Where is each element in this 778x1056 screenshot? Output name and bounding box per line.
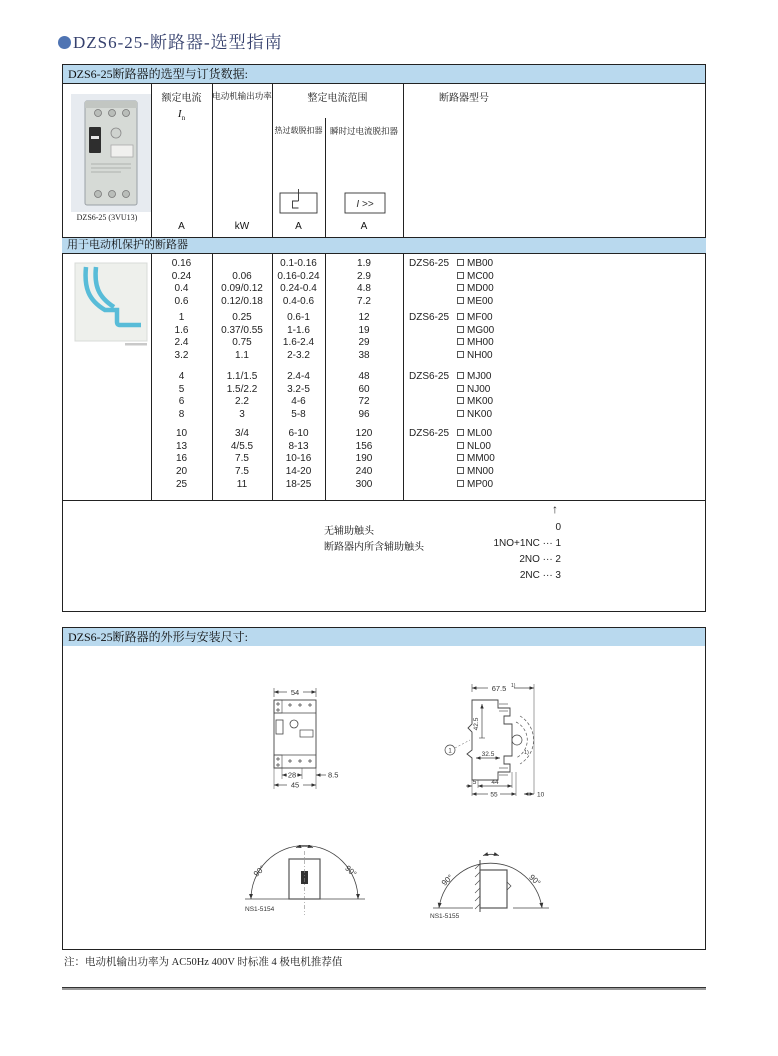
cell-model-number [457, 396, 493, 409]
cell-motor-power: 2.2 [235, 396, 249, 408]
cell-inst-current: 60 [358, 383, 370, 395]
cell-thermal-range: 5-8 [291, 409, 306, 421]
cell-model-number [457, 271, 494, 284]
motor-protection-band-text: 用于电动机保护的断路器 [67, 239, 188, 251]
cell-thermal-range: 2.4-4 [287, 371, 310, 382]
cell-rated-current: 0.16 [171, 258, 192, 269]
model-placeholder-box [457, 351, 464, 358]
cell-inst-current: 1.9 [357, 258, 371, 269]
cell-thermal-range: 8-13 [288, 440, 309, 452]
legend-aux-code-2: 2NO ··· 2 [519, 554, 561, 565]
cell-rated-current: 1.6 [174, 324, 189, 336]
cell-inst-current: 120 [355, 428, 373, 439]
cell-model-number [457, 371, 491, 384]
legend-aux-code-1: 1NO+1NC ··· 1 [493, 538, 561, 549]
dim-front-width-top: 54 [290, 688, 300, 697]
angle-label-right: 90° [343, 863, 359, 879]
inst-symbol-text: I >> [356, 199, 374, 210]
cell-inst-current: 156 [355, 440, 373, 452]
cell-motor-power: 1.1/1.5 [226, 371, 258, 382]
cell-thermal-range: 2-3.2 [287, 350, 310, 362]
legend-aux-label: 断路器内所含辅助触头 [324, 542, 424, 553]
selection-table [62, 64, 706, 612]
cell-rated-current: 16 [175, 453, 188, 465]
unit-rated-current: A [178, 221, 185, 232]
cell-inst-current: 19 [358, 324, 370, 336]
cell-motor-power: 0.37/0.55 [221, 324, 263, 336]
col-header-instantaneous-release: 瞬时过电流脱扣器 [329, 126, 398, 136]
cell-rated-current: 13 [175, 440, 188, 452]
cell-inst-current: 29 [358, 337, 370, 349]
unit-thermal: A [295, 221, 302, 232]
cell-rated-current: 0.24 [171, 270, 192, 282]
model-code: MF00 [467, 312, 493, 323]
cell-inst-current: 48 [358, 371, 370, 382]
col-header-model: 断路器型号 [439, 93, 489, 104]
dimensions-section-box [62, 646, 706, 950]
table-body [63, 254, 705, 501]
selection-table-header [62, 64, 706, 84]
bullet-icon [58, 36, 71, 49]
cell-rated-current: 2.4 [174, 337, 189, 349]
up-arrow-icon: ↑ [552, 502, 558, 516]
cell-motor-power: 0.06 [232, 270, 252, 282]
model-code: MB00 [467, 258, 494, 269]
cell-inst-current: 190 [355, 453, 373, 465]
product-photo [71, 94, 151, 212]
dim-side-mid-depth: 32.5 [481, 751, 495, 758]
cell-thermal-range: 3.2-5 [287, 383, 310, 395]
cell-model-number [457, 428, 492, 441]
cell-series-name: DZS6-25 [409, 258, 450, 269]
dim-side-sup: 1) [511, 683, 516, 689]
cell-model-number [457, 283, 494, 296]
cell-motor-power: 1.1 [235, 350, 249, 362]
cell-model-number [457, 441, 491, 454]
symbol-n: n [181, 114, 186, 123]
dim-side-5: 5 [472, 779, 477, 786]
selection-table-header-text: DZS6-25断路器的选型与订货数据: [68, 67, 249, 81]
col-header-rated-current: 额定电流 [161, 93, 202, 104]
dim-side-total-depth: 67.5 [491, 684, 507, 693]
side-view-drawing [438, 678, 563, 800]
cell-rated-current: 0.6 [174, 296, 189, 308]
model-code: MJ00 [467, 371, 492, 382]
model-placeholder-box [457, 313, 464, 320]
legend-no-aux-code: 0 [555, 522, 561, 533]
figure-number: NS1-5154 [245, 906, 275, 913]
symbol-I: I [177, 108, 182, 120]
front-view-drawing [250, 682, 365, 794]
wall-hatch [475, 864, 480, 909]
cell-motor-power: 7.5 [235, 466, 249, 478]
side-footnote-ref: 1) [524, 750, 529, 756]
figure-number: NS1-5155 [430, 913, 460, 920]
cell-thermal-range: 0.1-0.16 [280, 258, 317, 269]
model-code: MM00 [467, 453, 495, 465]
cell-motor-power: 11 [236, 478, 248, 490]
cell-motor-power: 3 [239, 409, 245, 421]
cell-thermal-range: 6-10 [288, 428, 309, 439]
cell-model-number [457, 466, 494, 479]
model-code: NK00 [467, 409, 493, 421]
angle-label-left: 90° [251, 863, 267, 879]
model-code: ME00 [467, 296, 494, 308]
dim-side-44: 44 [491, 779, 499, 786]
cell-inst-current: 7.2 [357, 296, 371, 308]
cell-inst-current: 300 [355, 478, 373, 490]
cell-model-number [457, 296, 493, 309]
page-title-text: DZS6-25-断路器-选型指南 [73, 33, 283, 52]
legend-aux-code-3: 2NC ··· 3 [519, 570, 561, 581]
cell-motor-power: 3/4 [235, 428, 249, 439]
model-placeholder-box [457, 410, 464, 417]
cell-inst-current: 4.8 [357, 283, 371, 295]
cell-inst-current: 2.9 [357, 270, 371, 282]
breaker-side-symbol [480, 870, 507, 908]
cell-motor-power: 0.75 [232, 337, 252, 349]
cell-model-number [457, 325, 494, 338]
cell-inst-current: 240 [355, 466, 373, 478]
dim-side-10: 10 [537, 791, 545, 799]
col-header-motor-power: 电动机输出功率 [212, 91, 272, 101]
cell-rated-current: 0.4 [174, 283, 189, 295]
cell-motor-power: 1.5/2.2 [226, 383, 258, 395]
cell-motor-power: 4/5.5 [230, 440, 254, 452]
cell-series-name: DZS6-25 [409, 371, 450, 382]
cell-thermal-range: 0.6-1 [287, 312, 310, 323]
unit-instantaneous: A [360, 221, 368, 232]
model-code: MC00 [467, 270, 494, 282]
model-placeholder-box [457, 259, 464, 266]
rated-current-symbol [151, 108, 212, 122]
dimensions-section-header-text: DZS6-25断路器的外形与安装尺寸: [68, 630, 249, 644]
model-placeholder-box [457, 297, 464, 304]
dim-side-height: 42.5 [473, 717, 480, 731]
model-placeholder-box [457, 326, 464, 333]
model-placeholder-box [457, 480, 464, 487]
cell-model-number [457, 384, 490, 397]
model-placeholder-box [457, 454, 464, 461]
cell-series-name: DZS6-25 [409, 428, 450, 439]
model-code: MP00 [467, 478, 494, 490]
model-placeholder-box [457, 429, 464, 436]
cell-motor-power: 7.5 [235, 453, 249, 465]
dim-front-width-bottom: 45 [290, 780, 300, 790]
cell-model-number [457, 337, 494, 350]
cell-thermal-range: 1-1.6 [287, 324, 310, 336]
cell-rated-current: 5 [178, 383, 185, 395]
callout-1: 1 [448, 748, 452, 755]
model-placeholder-box [457, 442, 464, 449]
model-placeholder-box [457, 372, 464, 379]
cell-thermal-range: 4-6 [291, 396, 306, 408]
instantaneous-release-symbol [344, 191, 386, 215]
model-code: MH00 [467, 337, 494, 349]
cell-model-number [457, 453, 495, 466]
page-title [58, 28, 283, 54]
cell-model-number [457, 350, 493, 363]
model-placeholder-box [457, 397, 464, 404]
cell-rated-current: 10 [175, 428, 188, 439]
cell-model-number [457, 312, 493, 325]
model-code: MD00 [467, 283, 494, 295]
model-placeholder-box [457, 272, 464, 279]
model-code: MN00 [467, 466, 494, 478]
cell-inst-current: 12 [358, 312, 370, 323]
cell-thermal-range: 10-16 [285, 453, 312, 465]
cell-rated-current: 20 [175, 466, 188, 478]
cell-rated-current: 1 [178, 312, 185, 323]
cell-model-number [457, 479, 493, 492]
cell-motor-power: 0.09/0.12 [221, 283, 263, 295]
cell-thermal-range: 1.6-2.4 [282, 337, 315, 349]
dim-front-hole-spacing: 28 [287, 770, 297, 780]
thermal-release-symbol [279, 189, 319, 215]
unit-motor-power: kW [234, 221, 250, 232]
cell-thermal-range: 0.4-0.6 [282, 296, 315, 308]
cell-thermal-range: 0.16-0.24 [277, 270, 320, 282]
cell-motor-power: 0.12/0.18 [221, 296, 263, 308]
model-code: ML00 [467, 428, 493, 439]
model-placeholder-box [457, 385, 464, 392]
footnote: 注：电动机输出功率为 AC50Hz 400V 时标准 4 极电机推荐值 [64, 957, 343, 968]
rotation-diagram-right [425, 848, 555, 920]
angle-label-right: 90° [527, 872, 543, 888]
cell-inst-current: 72 [358, 396, 370, 408]
breaker-toggle [89, 127, 101, 153]
model-code: MK00 [467, 396, 494, 408]
model-code: NJ00 [467, 383, 491, 395]
dim-front-offset: 8.5 [328, 770, 339, 780]
model-placeholder-box [457, 338, 464, 345]
cell-model-number [457, 409, 492, 422]
model-code: NL00 [467, 440, 491, 452]
motor-protection-band [62, 237, 706, 254]
bottom-rule-shadow [62, 988, 706, 990]
dim-side-55: 55 [490, 791, 498, 799]
cell-model-number [457, 258, 493, 271]
cell-rated-current: 25 [175, 478, 188, 490]
photo-caption: DZS6-25 (3VU13) [76, 213, 138, 222]
model-code: NH00 [467, 350, 493, 362]
dimensions-section-header [62, 627, 706, 647]
cell-thermal-range: 18-25 [285, 478, 312, 490]
cell-series-name: DZS6-25 [409, 312, 450, 323]
cell-rated-current: 4 [178, 371, 185, 382]
cell-thermal-range: 14-20 [285, 466, 312, 478]
cell-thermal-range: 0.24-0.4 [280, 283, 317, 295]
cell-inst-current: 96 [358, 409, 370, 421]
col-header-setting-range: 整定电流范围 [307, 93, 368, 104]
legend-no-aux-label: 无辅助触头 [324, 526, 374, 537]
cell-rated-current: 8 [178, 409, 185, 421]
cell-motor-power: 0.25 [232, 312, 252, 323]
cell-rated-current: 3.2 [174, 350, 189, 362]
angle-label-left: 90° [439, 872, 455, 888]
model-placeholder-box [457, 284, 464, 291]
model-placeholder-box [457, 467, 464, 474]
col-header-thermal-release: 热过载脱扣器 [274, 126, 323, 135]
cell-rated-current: 6 [178, 396, 185, 408]
cell-inst-current: 38 [358, 350, 370, 362]
model-code: MG00 [467, 324, 495, 336]
rotation-diagram-left [237, 845, 372, 920]
